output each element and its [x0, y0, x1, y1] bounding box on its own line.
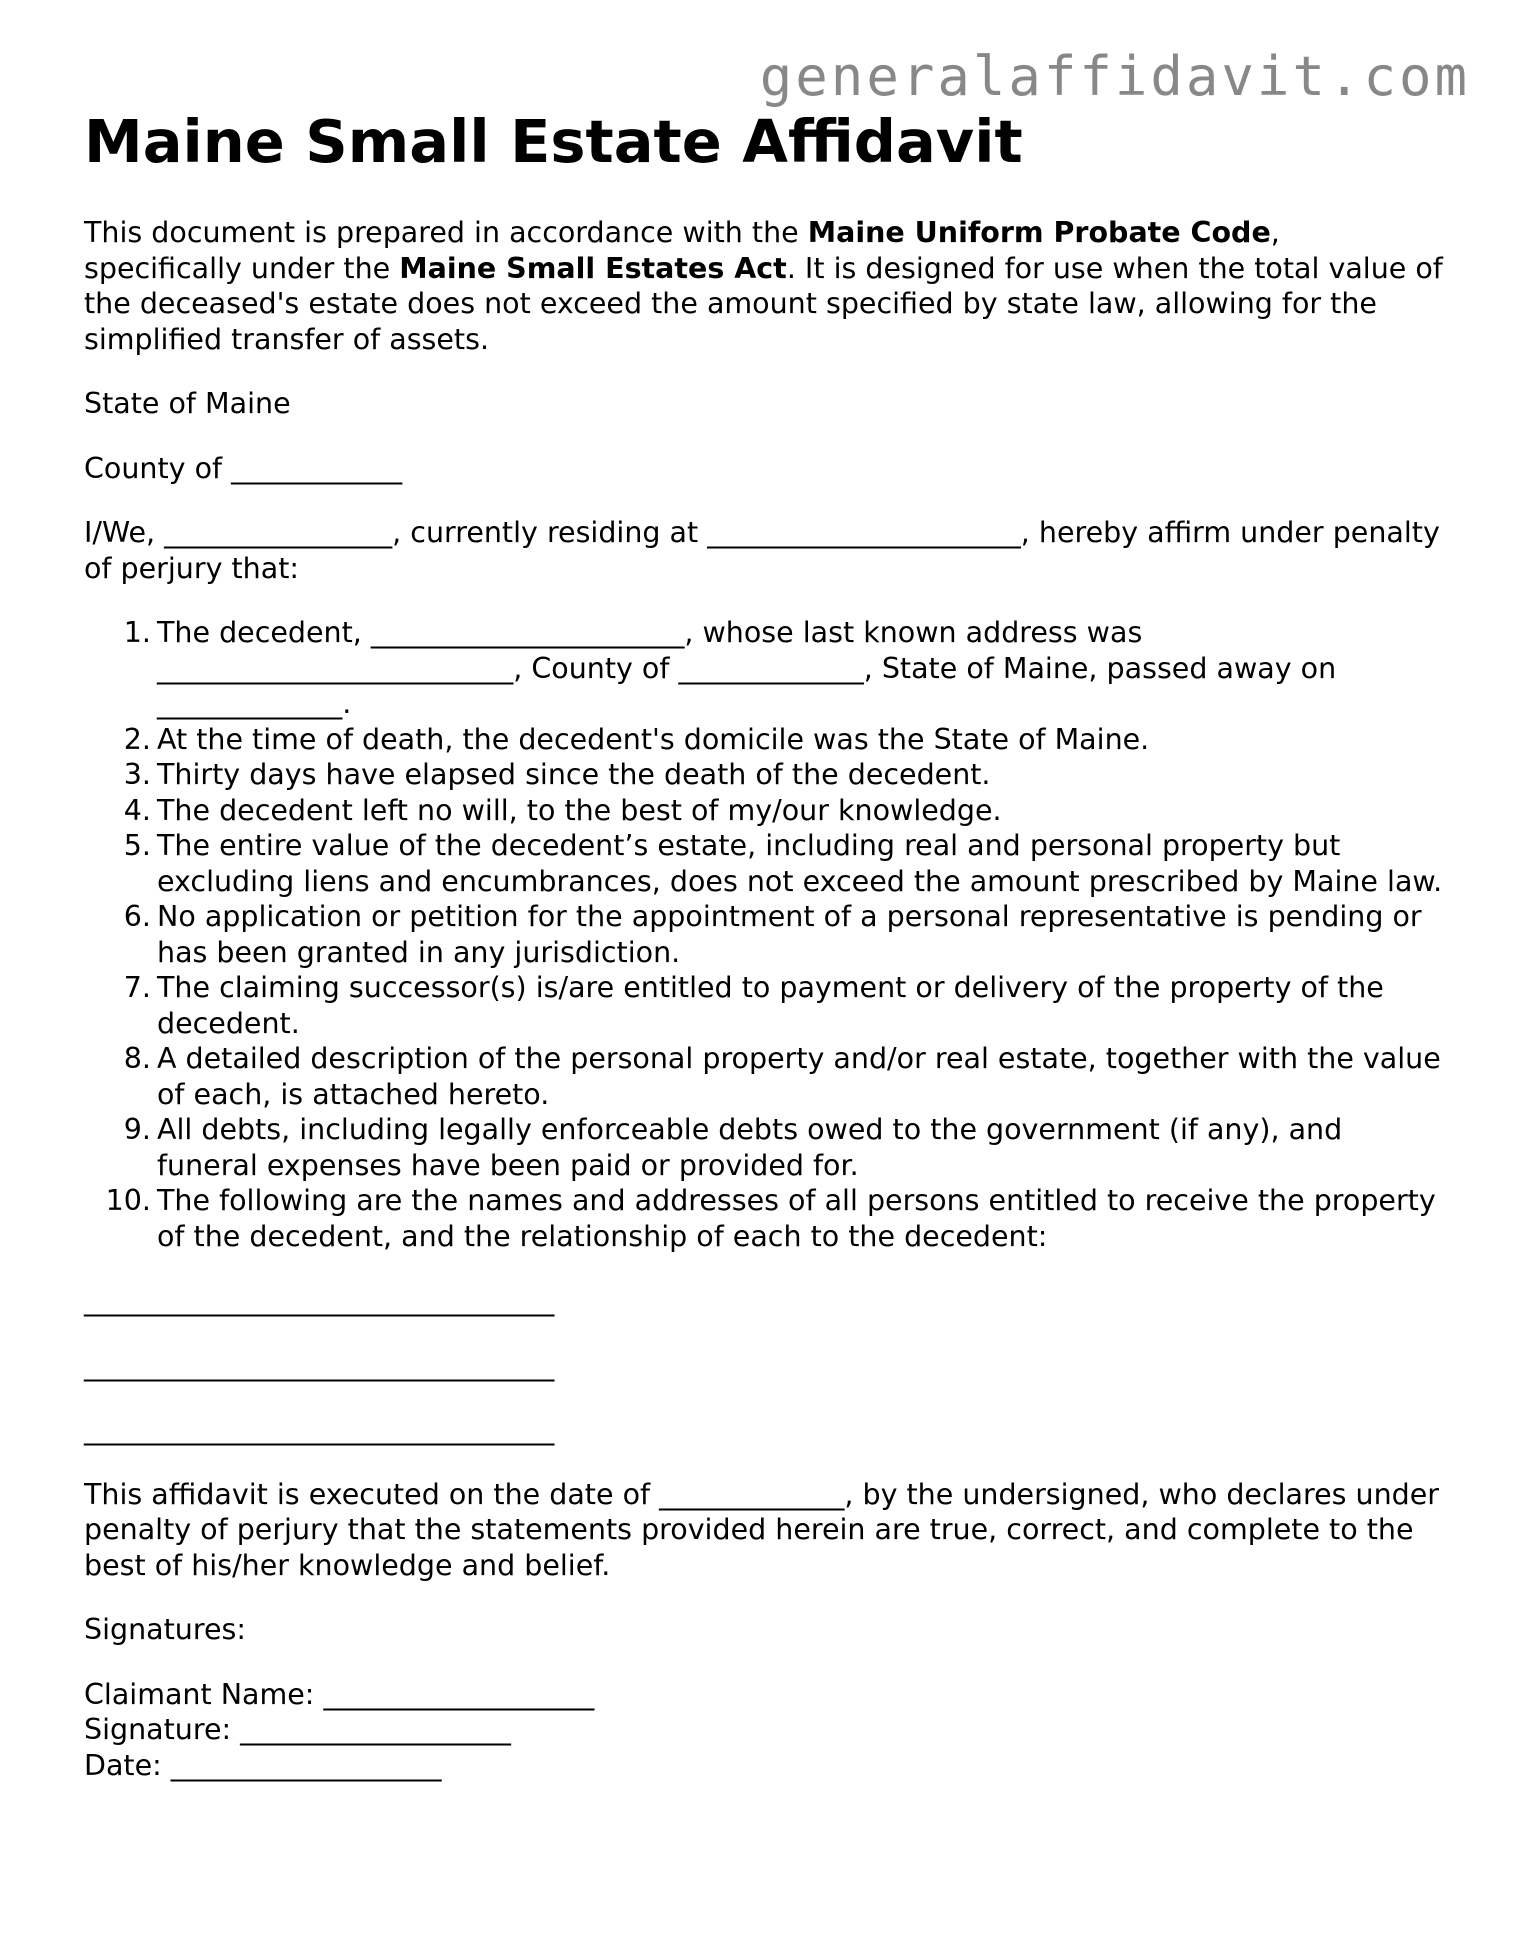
intro-paragraph [84, 215, 1444, 357]
list-item-text: Thirty days have elapsed since the death of the decedent. [157, 758, 991, 791]
document-title: Maine Small Estate Affidavit [84, 107, 1023, 176]
list-item [84, 722, 1444, 758]
list-item-text: The decedent left no will, to the best of my/our knowledge. [157, 793, 1002, 827]
list-item-text: The decedent, ______________________, whose last known address was _________________________, County of _____________, State of Maine, passed away on _____________. [157, 616, 1337, 720]
document-body [84, 215, 1444, 1783]
list-item [84, 615, 1444, 722]
state-line: State of Maine [84, 387, 291, 420]
intro-bold-probate-code: Maine Uniform Probate Code [807, 216, 1271, 249]
list-item-number: 8. [123, 1042, 151, 1075]
list-item-number: 7. [123, 971, 151, 1004]
date-field: Date: ___________________ [84, 1748, 442, 1782]
list-item-number: 3. [123, 758, 151, 791]
affirmation-list [84, 615, 1444, 1254]
list-item-text: The entire value of the decedent’s estate, including real and personal property but excluding liens and encumbrances, does not exceed the amount prescribed by Maine law. [157, 829, 1443, 898]
blank-line: _________________________________ [84, 1284, 555, 1317]
intro-bold-small-estates-act: Maine Small Estates Act [399, 251, 787, 285]
list-item-number: 5. [123, 829, 151, 862]
list-item-text: All debts, including legally enforceable debts owed to the government (if any), and funeral expenses have been paid or provided for. [157, 1113, 1343, 1182]
affirm-line: I/We, ________________, currently residing at ______________________, hereby affirm under penalty of perjury that: [84, 516, 1440, 585]
list-item [84, 1041, 1444, 1112]
intro-text-2: , specifically under the [84, 216, 1280, 285]
list-item-number: 9. [123, 1113, 151, 1146]
list-item-number: 6. [123, 900, 151, 933]
signature-field: Signature: ___________________ [84, 1713, 511, 1746]
intro-text-1: This document is prepared in accordance with the [84, 216, 808, 249]
list-item [84, 1183, 1444, 1254]
list-item-text: The following are the names and addresses of all persons entitled to receive the property of the decedent, and the relationship of each to the decedent: [157, 1184, 1436, 1253]
list-item-number: 2. [123, 722, 151, 756]
blank-line: _________________________________ [84, 1348, 555, 1382]
site-watermark: generalaffidavit.com [759, 45, 1470, 108]
intro-text-3: . It is designed for use when the total value of the deceased's estate does not exceed the amount specified by state law, allowing for the simplified transfer of assets. [84, 251, 1443, 356]
signatures-heading: Signatures: [84, 1613, 246, 1646]
claimant-name-field: Claimant Name: ___________________ [84, 1677, 595, 1711]
list-item-number: 4. [123, 793, 151, 827]
list-item [84, 970, 1444, 1041]
list-item-text: At the time of death, the decedent's domicile was the State of Maine. [157, 722, 1150, 756]
list-item [84, 793, 1444, 829]
execution-paragraph: This affidavit is executed on the date of _____________, by the undersigned, who declares under penalty of perjury that the statements provided herein are true, correct, and complete to the best of his/her knowledge and belief. [84, 1477, 1440, 1582]
county-line: County of ____________ [84, 451, 403, 485]
list-item [84, 899, 1444, 970]
list-item [84, 757, 1444, 793]
list-item [84, 1112, 1444, 1183]
list-item-number: 1. [123, 616, 151, 649]
list-item-text: The claiming successor(s) is/are entitled to payment or delivery of the property of the decedent. [157, 971, 1384, 1040]
signature-block [84, 1677, 1444, 1784]
list-item-text: A detailed description of the personal property and/or real estate, together with the value of each, is attached hereto. [157, 1042, 1441, 1111]
blank-line: _________________________________ [84, 1413, 555, 1446]
list-item-text: No application or petition for the appointment of a personal representative is pending or has been granted in any jurisdiction. [157, 900, 1422, 969]
beneficiary-blank-lines [84, 1283, 1444, 1448]
list-item [84, 828, 1444, 899]
list-item-number: 10. [105, 1184, 151, 1217]
